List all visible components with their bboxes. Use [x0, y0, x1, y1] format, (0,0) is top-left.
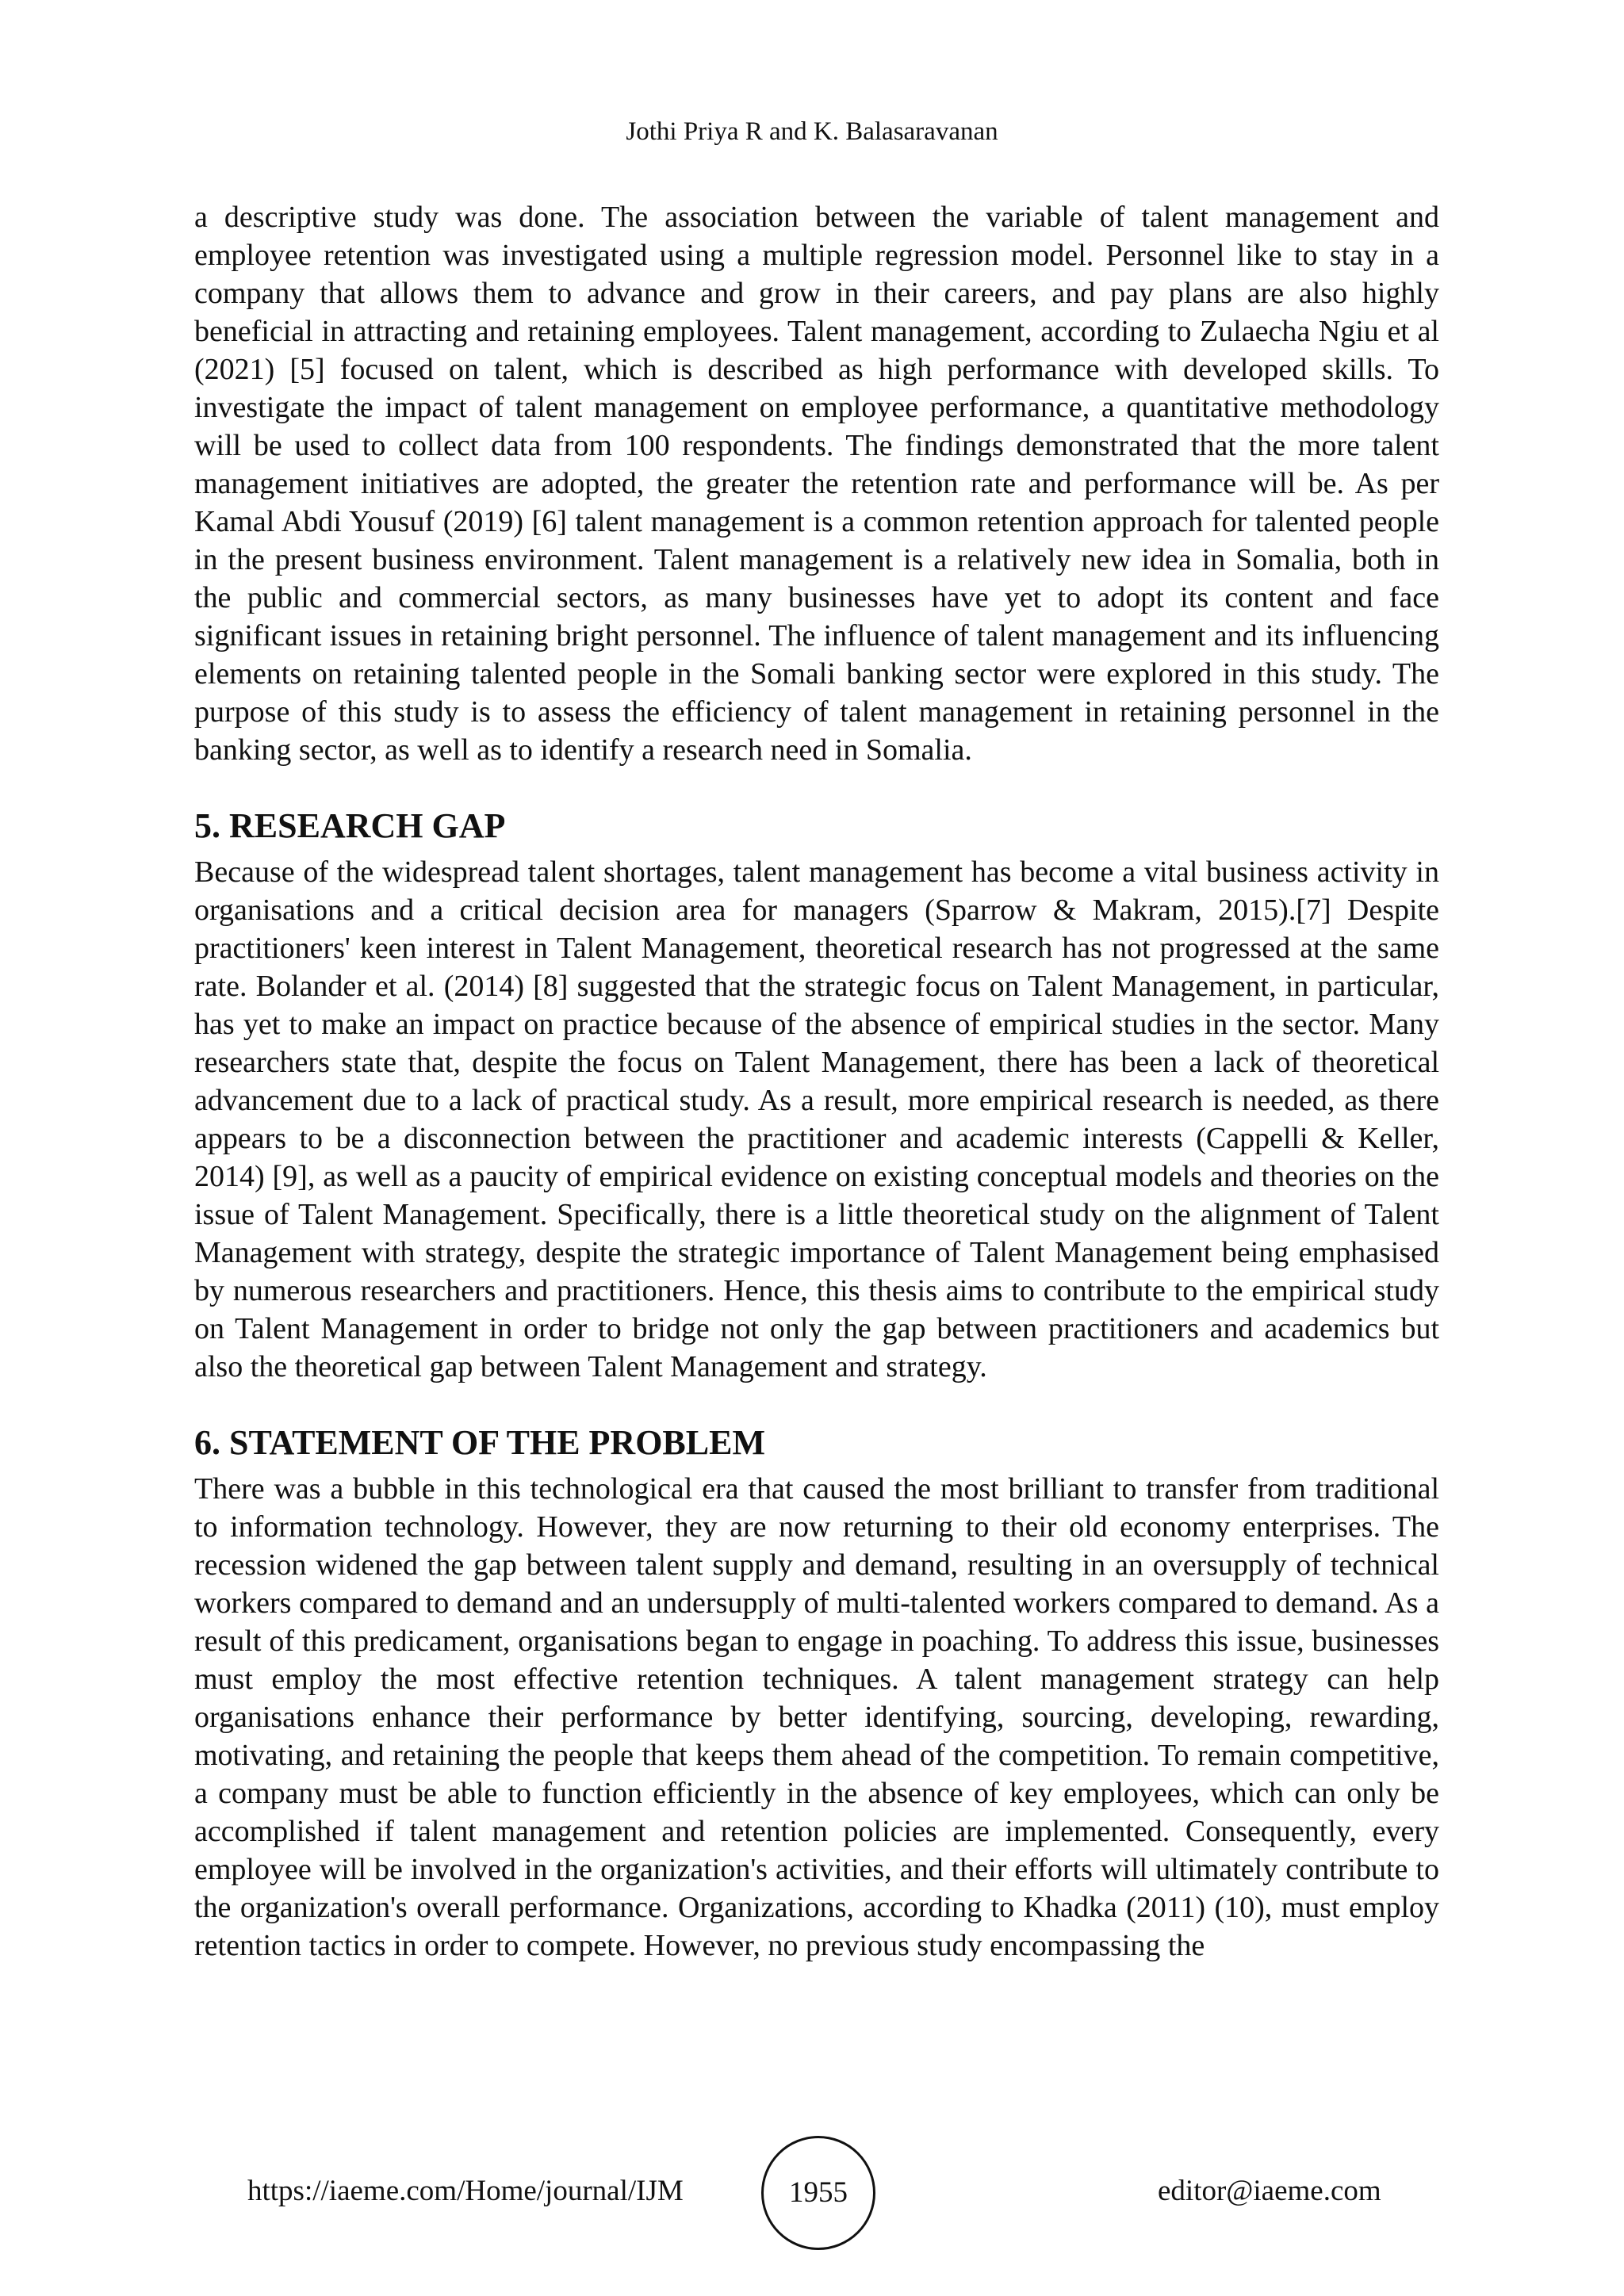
running-head-authors: Jothi Priya R and K. Balasaravanan	[626, 117, 998, 146]
page-number-circle	[761, 2136, 875, 2250]
footer-email-link[interactable]: editor@iaeme.com	[1158, 2175, 1381, 2207]
intro-paragraph: a descriptive study was done. The association between the variable of talent management and employee retention was investigated using a multiple regression model. Personnel like to stay in a company that allows them to advance and grow in their careers, and pay plans are also highly beneficial in attracting and retaining employees. Talent management, according to Zulaecha Ngiu et al (2021) [5] focused on talent, which is described as high performance with developed skills. To investigate the impact of talent management on employee performance, a quantitative methodology will be used to collect data from 100 respondents. The findings demonstrated that the more talent management initiatives are adopted, the greater the retention rate and performance will be. As per Kamal Abdi Yousuf (2019) [6] talent management is a common retention approach for talented people in the present business environment. Talent management is a relatively new idea in Somalia, both in the public and commercial sectors, as many businesses have yet to adopt its content and face significant issues in retaining bright personnel. The influence of talent management and its influencing elements on retaining talented people in the Somali banking sector were explored in this study. The purpose of this study is to assess the efficiency of talent management in retaining personnel in the banking sector, as well as to identify a research need in Somalia.	[194, 201, 1439, 767]
section-heading-research-gap: 5. RESEARCH GAP	[194, 806, 506, 845]
research-gap-paragraph: Because of the widespread talent shortages, talent management has become a vital business activity in organisations and a critical decision area for managers (Sparrow & Makram, 2015).[7] Despite practitioners' keen interest in Talent Management, theoretical research has not progressed at the same rate. Bolander et al. (2014) [8] suggested that the strategic focus on Talent Management, in particular, has yet to make an impact on practice because of the absence of empirical studies in the sector. Many researchers state that, despite the focus on Talent Management, there has been a lack of theoretical advancement due to a lack of practical study. As a result, more empirical research is needed, as there appears to be a disconnection between the practitioner and academic interests (Cappelli & Keller, 2014) [9], as well as a paucity of empirical evidence on existing conceptual models and theories on the issue of Talent Management. Specifically, there is a little theoretical study on the alignment of Talent Management with strategy, despite the strategic importance of Talent Management being emphasised by numerous researchers and practitioners. Hence, this thesis aims to contribute to the empirical study on Talent Management in order to bridge not only the gap between practitioners and academics but also the theoretical gap between Talent Management and strategy.	[194, 855, 1439, 1383]
problem-statement-paragraph: There was a bubble in this technological era that caused the most brilliant to transfer from traditional to information technology. However, they are now returning to their old economy enterprises. The recession widened the gap between talent supply and demand, resulting in an oversupply of technical workers compared to demand and an undersupply of multi-talented workers compared to demand. As a result of this predicament, organisations began to engage in poaching. To address this issue, businesses must employ the most effective retention techniques. A talent management strategy can help organisations enhance their performance by better identifying, sourcing, developing, rewarding, motivating, and retaining the people that keeps them ahead of the competition. To remain competitive, a company must be able to function efficiently in the absence of key employees, which can only be accomplished if talent management and retention policies are implemented. Consequently, every employee will be involved in the organization's activities, and their efforts will ultimately contribute to the organization's overall performance. Organizations, according to Khadka (2011) (10), must employ retention tactics in order to compete. However, no previous study encompassing the	[194, 1472, 1439, 1962]
footer-journal-link[interactable]: https://iaeme.com/Home/journal/IJM	[247, 2175, 684, 2207]
article-body	[194, 198, 1439, 1965]
section-heading-problem-statement: 6. STATEMENT OF THE PROBLEM	[194, 1423, 766, 1462]
page-number: 1955	[789, 2176, 848, 2209]
